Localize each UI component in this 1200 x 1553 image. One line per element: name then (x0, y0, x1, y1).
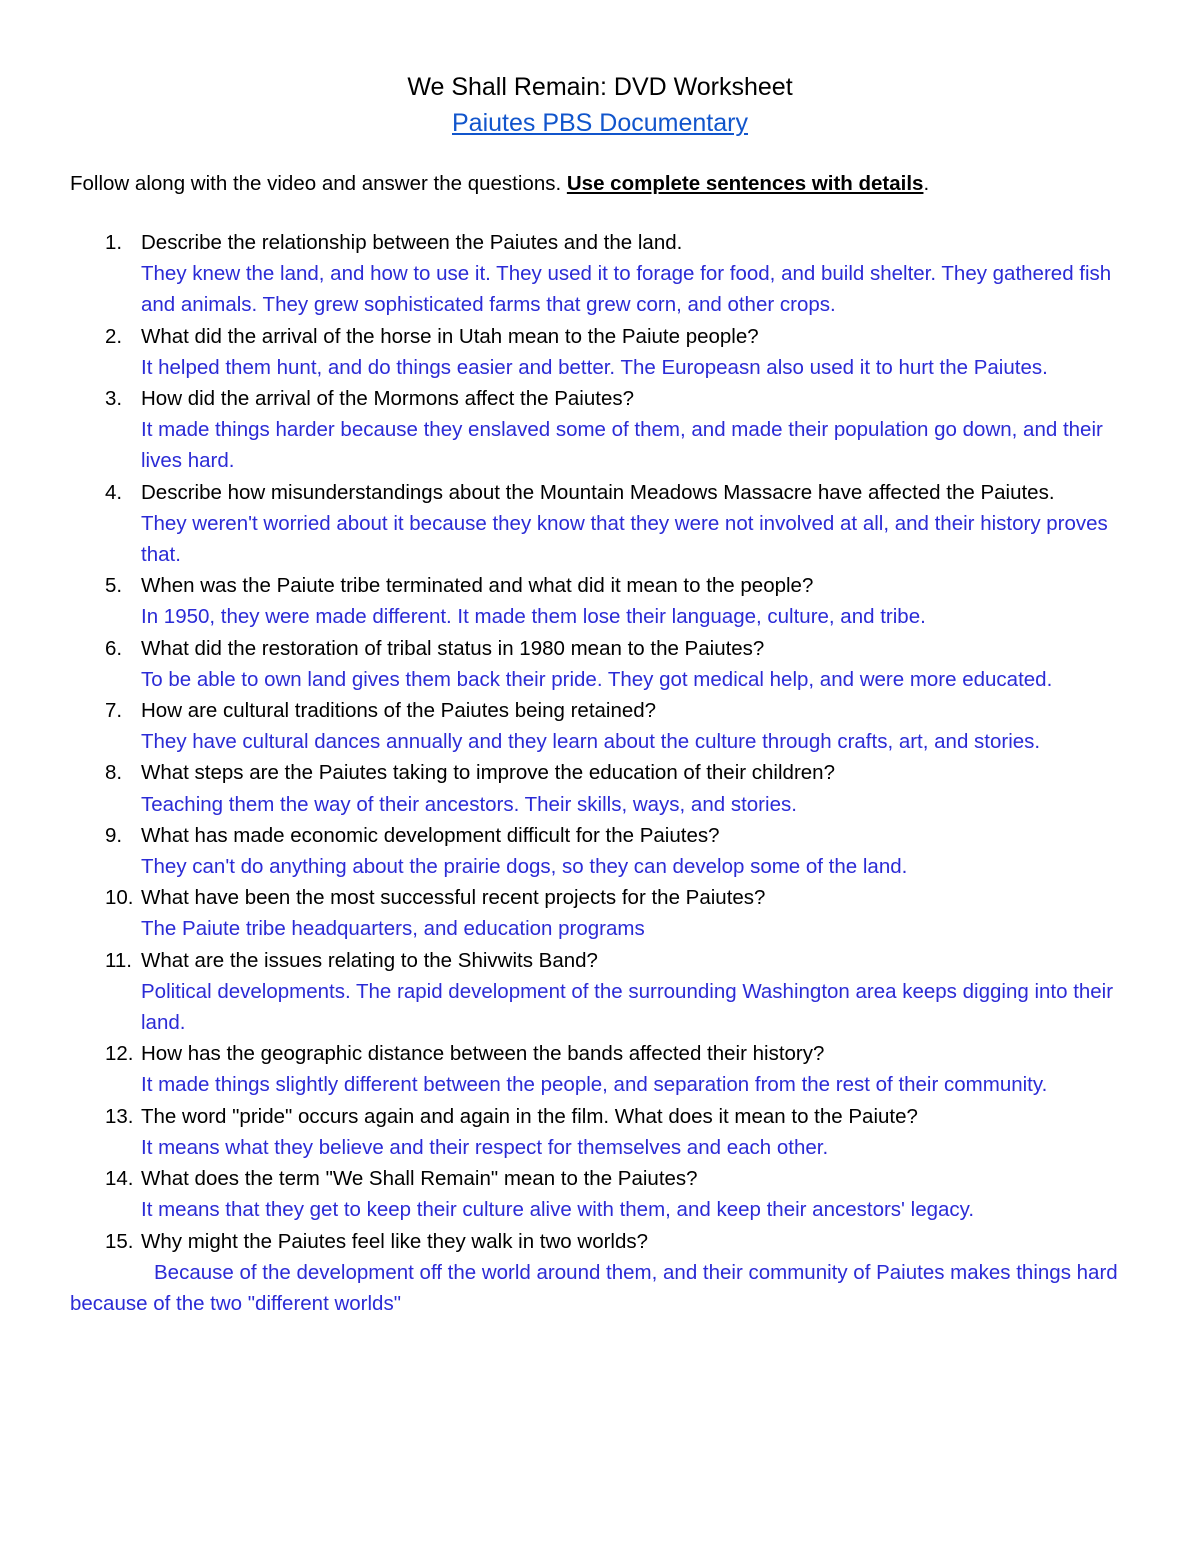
instructions (70, 168, 1130, 199)
question-text: What has made economic development difficult for the Paiutes? (141, 823, 720, 847)
answer-text: It means that they get to keep their culture alive with them, and keep their ancestors' legacy. (141, 1198, 975, 1222)
answer-text: In 1950, they were made different. It made them lose their language, culture, and tribe. (141, 605, 926, 629)
question-text: What did the arrival of the horse in Utah mean to the Paiute people? (141, 324, 759, 348)
question-number: 11. (105, 948, 132, 972)
question-item-3 (70, 383, 1130, 477)
question-item-8 (70, 757, 1130, 819)
question-text: The word "pride" occurs again and again in the film. What does it mean to the Paiute? (141, 1104, 918, 1128)
question-number: 9. (105, 823, 123, 847)
answer-text: They knew the land, and how to use it. They used it to forage for food, and build shelter. They gathered fish and animals. They grew sophisticated farms that grew corn, and other crops. (141, 262, 1112, 317)
question-text: How has the geographic distance between the bands affected their history? (141, 1042, 825, 1066)
question-number: 5. (105, 574, 123, 598)
answer-text: It means what they believe and their respect for themselves and each other. (141, 1135, 829, 1159)
question-text: When was the Paiute tribe terminated and what did it mean to the people? (141, 574, 814, 598)
question-text: What does the term "We Shall Remain" mean to the Paiutes? (141, 1167, 698, 1191)
question-item-11 (70, 945, 1130, 1039)
question-text: How are cultural traditions of the Paiutes being retained? (141, 699, 657, 723)
question-item-1 (70, 227, 1130, 321)
question-number: 6. (105, 636, 123, 660)
question-item-5 (70, 570, 1130, 632)
question-number: 2. (105, 324, 123, 348)
question-text: What have been the most successful recent projects for the Paiutes? (141, 886, 766, 910)
question-text: What steps are the Paiutes taking to improve the education of their children? (141, 761, 835, 785)
question-item-2 (70, 321, 1130, 383)
instructions-text: Follow along with the video and answer the questions. (70, 172, 567, 195)
answer-text: The Paiute tribe headquarters, and education programs (141, 917, 645, 941)
question-item-10 (70, 882, 1130, 944)
answer-text: They weren't worried about it because they know that they were not involved at all, and their history proves that. (141, 511, 1108, 567)
question-number: 8. (105, 761, 123, 785)
question-text: Why might the Paiutes feel like they walk in two worlds? (141, 1229, 649, 1253)
question-number: 10. (105, 886, 134, 910)
final-answer-text: Because of the development off the world around them, and their community of Paiutes makes things hard because of the two "different worlds" (70, 1260, 1118, 1315)
instructions-end: . (923, 172, 930, 195)
answer-text: They have cultural dances annually and they learn about the culture through crafts, art, and stories. (141, 730, 1041, 754)
question-number: 7. (105, 699, 123, 723)
question-number: 4. (105, 480, 123, 504)
question-number: 15. (105, 1229, 134, 1253)
question-number: 1. (105, 231, 123, 254)
question-item-4 (70, 477, 1130, 571)
answer-text: It made things slightly different between the people, and separation from the rest of their community. (141, 1073, 1048, 1097)
question-item-6 (70, 633, 1130, 695)
question-item-15 (70, 1226, 1130, 1257)
question-item-9 (70, 820, 1130, 882)
question-number: 13. (105, 1104, 134, 1128)
answer-text: It helped them hunt, and do things easier and better. The Europeasn also used it to hurt the Paiutes. (141, 355, 1048, 379)
question-text: How did the arrival of the Mormons affect the Paiutes? (141, 387, 635, 411)
question-number: 14. (105, 1167, 134, 1191)
question-text: Describe how misunderstandings about the Mountain Meadows Massacre have affected the Paiutes. (141, 480, 1055, 504)
answer-text: To be able to own land gives them back their pride. They got medical help, and were more educated. (141, 667, 1053, 691)
question-text: What are the issues relating to the Shivwits Band? (141, 948, 598, 972)
answer-text: It made things harder because they enslaved some of them, and made their population go down, and their lives hard. (141, 418, 1103, 473)
question-item-14 (70, 1163, 1130, 1225)
question-text: What did the restoration of tribal status in 1980 mean to the Paiutes? (141, 636, 765, 660)
subtitle (70, 106, 1130, 140)
question-item-7 (70, 695, 1130, 757)
answer-text: Teaching them the way of their ancestors. Their skills, ways, and stories. (141, 792, 797, 816)
question-item-12 (70, 1038, 1130, 1100)
question-list (70, 227, 1130, 1257)
answer-text: They can't do anything about the prairie dogs, so they can develop some of the land. (141, 855, 908, 879)
question-item-13 (70, 1101, 1130, 1163)
worksheet-page (70, 70, 1130, 1319)
question-text: Describe the relationship between the Paiutes and the land. (141, 231, 683, 254)
page-title: We Shall Remain: DVD Worksheet (407, 73, 793, 101)
answer-text: Political developments. The rapid development of the surrounding Washington area keeps digging into their land. (141, 979, 1114, 1035)
documentary-link[interactable]: Paiutes PBS Documentary (452, 109, 748, 137)
instructions-emphasis: Use complete sentences with details (566, 172, 924, 195)
question-number: 12. (105, 1042, 134, 1066)
question-number: 3. (105, 387, 123, 411)
